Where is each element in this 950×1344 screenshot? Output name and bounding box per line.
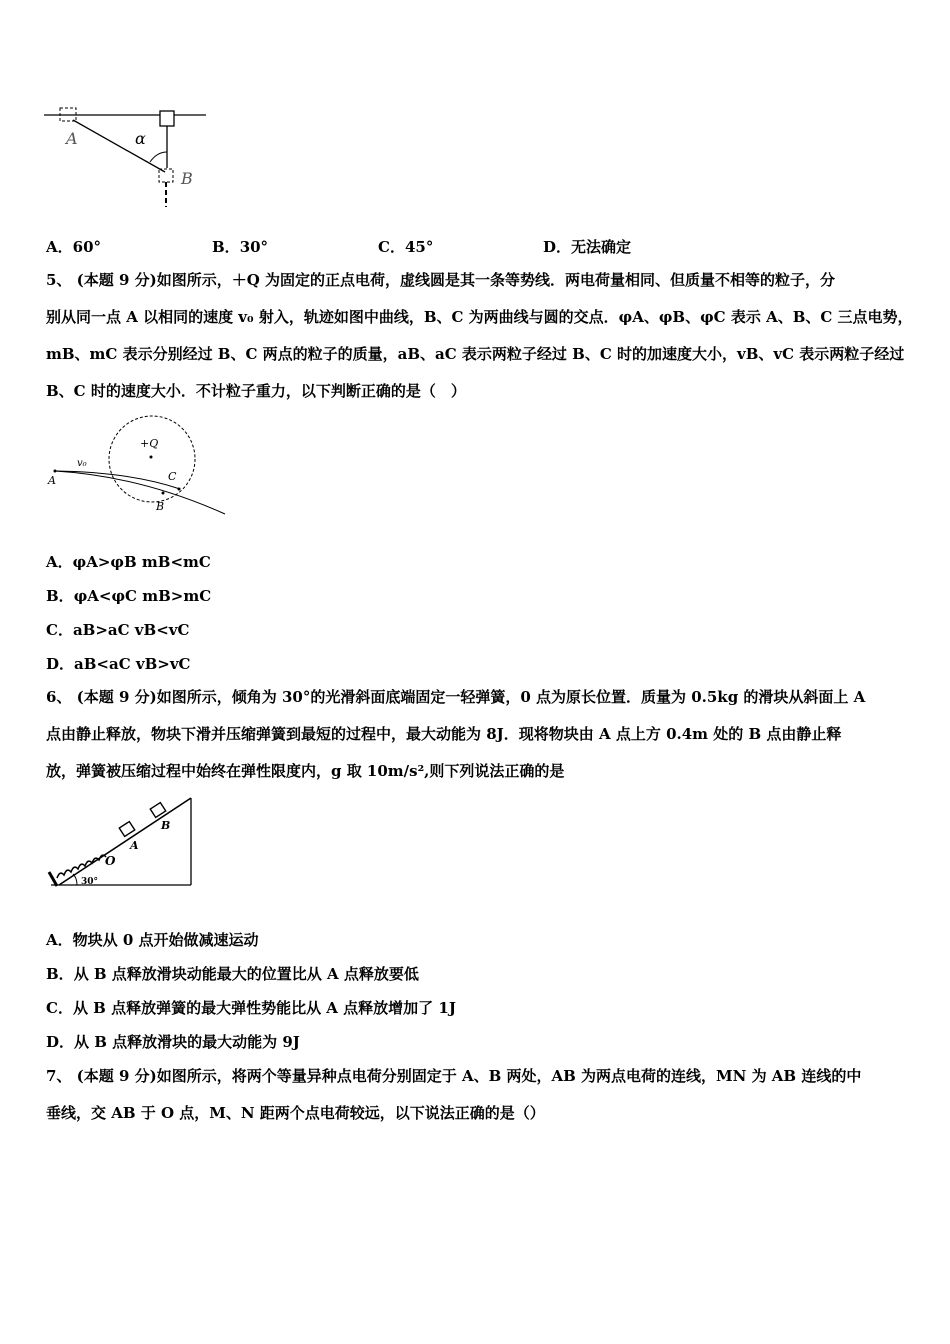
- q6-line-3: 放，弹簧被压缩过程中始终在弹性限度内，g 取 10m/s²,则下列说法正确的是: [46, 762, 565, 780]
- equipotential-figure: [40, 414, 240, 524]
- q4-option-b[interactable]: B．30°: [212, 238, 269, 256]
- q6-line-1: 6、 (本题 9 分)如图所示，倾角为 30°的光滑斜面底端固定一轻弹簧，0 点为原长位置．质量为 0.5kg 的滑块从斜面上 A: [46, 688, 866, 706]
- label-a: A: [66, 129, 78, 148]
- trajectory-b: [55, 471, 225, 514]
- q5-line-3: mB、mC 表示分别经过 B、C 两点的粒子的质量，aB、aC 表示两粒子经过 B、C 时的加速度大小，vB、vC 表示两粒子经过: [46, 345, 905, 363]
- label-c: C: [168, 470, 177, 483]
- incline-figure: [45, 792, 200, 892]
- equipotential-circle: [109, 416, 195, 502]
- q6-option-b[interactable]: B．从 B 点释放滑块动能最大的位置比从 A 点释放要低: [46, 965, 419, 983]
- point-a-dot: [54, 470, 57, 473]
- point-c-dot: [178, 488, 181, 491]
- q5-line-1: 5、 (本题 9 分)如图所示，＋Q 为固定的正点电荷，虚线圆是其一条等势线．两电荷量相同、但质量不相等的粒子，分: [46, 271, 836, 289]
- label-o: O: [105, 854, 116, 868]
- label-angle: 30°: [81, 877, 99, 887]
- trajectory-c: [55, 471, 180, 489]
- q6-option-d[interactable]: D．从 B 点释放滑块的最大动能为 9J: [46, 1033, 300, 1051]
- q4-option-a[interactable]: A．60°: [46, 238, 102, 256]
- label-b: B: [156, 500, 165, 513]
- spring: [57, 855, 106, 878]
- point-b-dot: [162, 492, 165, 495]
- q7-line-2: 垂线，交 AB 于 O 点，M、N 距两个点电荷较远，以下说法正确的是（）: [46, 1104, 545, 1122]
- label-a: A: [130, 839, 139, 852]
- block-b-dashed: [159, 169, 173, 182]
- q7-line-1: 7、 (本题 9 分)如图所示，将两个等量异种点电荷分别固定于 A、B 两处，AB 为两点电荷的连线，MN 为 AB 连线的中: [46, 1067, 862, 1085]
- q5-line-2: 别从同一点 A 以相同的速度 v₀ 射入，轨迹如图中曲线，B、C 为两曲线与圆的交点．φA、φB、φC 表示 A、B、C 三点电势，: [46, 308, 913, 326]
- q4-option-d[interactable]: D．无法确定: [543, 238, 632, 256]
- label-alpha: α: [135, 129, 146, 148]
- block-a: [119, 822, 135, 837]
- wall-stop: [49, 872, 57, 886]
- q5-option-b[interactable]: B．φA<φC mB>mC: [46, 587, 212, 605]
- q5-option-c[interactable]: C．aB>aC vB<vC: [46, 621, 190, 639]
- q5-option-a[interactable]: A．φA>φB mB<mC: [46, 553, 211, 571]
- q6-option-a[interactable]: A．物块从 0 点开始做减速运动: [46, 931, 259, 949]
- label-a: A: [48, 474, 56, 487]
- label-v0: v₀: [77, 458, 87, 469]
- incline-surface: [59, 798, 191, 885]
- angle-arc: [150, 152, 167, 162]
- string-incline: [73, 120, 165, 172]
- q6-option-c[interactable]: C．从 B 点释放弹簧的最大弹性势能比从 A 点释放增加了 1J: [46, 999, 456, 1017]
- q5-line-4: B、C 时的速度大小．不计粒子重力，以下判断正确的是（ ）: [46, 382, 466, 400]
- pivot-block: [160, 111, 174, 126]
- charge-q-dot: [150, 456, 153, 459]
- q5-option-d[interactable]: D．aB<aC vB>vC: [46, 655, 191, 673]
- label-q: +Q: [140, 437, 159, 450]
- q6-line-2: 点由静止释放，物块下滑并压缩弹簧到最短的过程中，最大动能为 8J．现将物块由 A 点上方 0.4m 处的 B 点由静止释: [46, 725, 842, 743]
- label-b: B: [161, 819, 171, 832]
- q4-option-c[interactable]: C．45°: [378, 238, 434, 256]
- pendulum-figure: [40, 100, 220, 215]
- label-b: B: [181, 169, 193, 188]
